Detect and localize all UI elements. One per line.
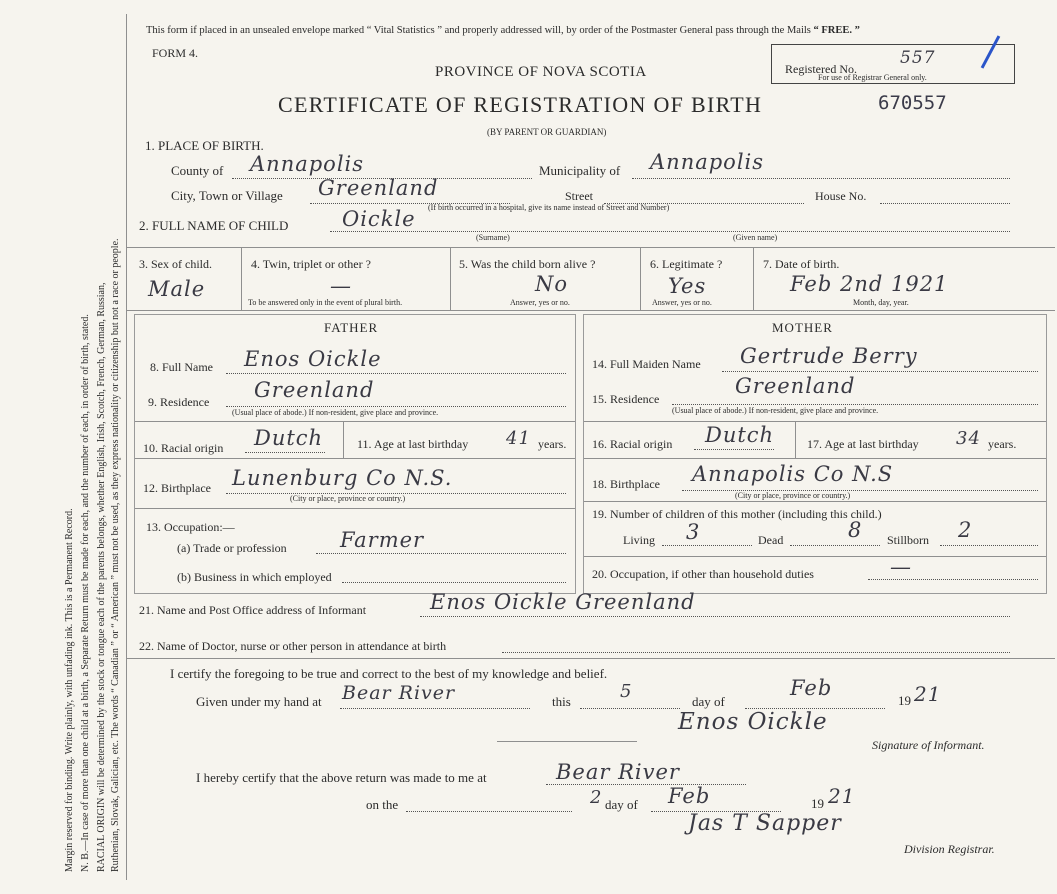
registered-number: 557 [900,48,936,68]
certify-year: 21 [914,682,942,706]
date-value: Feb 2nd 1921 [790,272,949,296]
doctor-line [502,652,1010,653]
street-note: (If birth occurred in a hospital, give its name instead of Street and Number) [428,203,670,212]
father-birthplace: Lunenburg Co N.S. [232,466,453,490]
mother-name-line [722,371,1038,372]
father-res-line [226,406,566,407]
this-label: this [552,694,571,709]
registrar-day-line [406,811,572,812]
certificate-subtitle: (BY PARENT OR GUARDIAN) [487,127,607,137]
free-label: “ FREE. ” [813,25,860,36]
place-of-birth-heading: 1. PLACE OF BIRTH. [145,138,264,153]
side-note-racial-2: Ruthenian, Slovak, Galician, etc. The words “ Canadian ” or “ American ” must not be used, as they express nationality or citizenship but not a race or people. [110,238,121,872]
child-name-line [330,231,1010,232]
side-note-racial: RACIAL ORIGIN will be determined by the stock or tongue each of the parents belongs, whether English, Irish, Scotch, French, German, Russian, [96,282,107,872]
father-age: 41 [506,428,531,449]
registrar-month: Feb [668,784,711,808]
given-place-line [340,708,530,709]
mother-row19-top [584,501,1046,502]
mother-birthplace: Annapolis Co N.S [692,462,894,486]
father-age-divider [343,422,344,458]
alive-label: 5. Was the child born alive ? [459,257,596,271]
father-trade-line [316,553,566,554]
mother-years: years. [988,437,1017,451]
father-business-label: (b) Business in which employed [177,570,332,584]
twin-label: 4. Twin, triplet or other ? [251,257,371,271]
registrar-day: 2 [590,787,603,808]
side-note-nb: N. B.—In case of more than one child at a birth, a Separate Return must be made for each, and the number of each, in order of birth, stated. [80,314,91,872]
mother-dead-line [790,545,880,546]
municipality-line [632,178,1010,179]
father-row13-top [135,508,575,509]
mother-res-note: (Usual place of abode.) If non-resident, give place and province. [672,406,879,415]
father-res: Greenland [254,378,375,402]
mother-dead: 8 [848,518,863,542]
divider-sex [241,248,242,310]
mother-racial: Dutch [705,423,775,447]
father-years: years. [538,437,567,451]
registered-note: For use of Registrar General only. [818,73,927,82]
mother-name-label: 14. Full Maiden Name [592,357,701,371]
mother-res: Greenland [735,374,856,398]
father-birthplace-note: (City or place, province or country.) [290,494,406,503]
date-note: Month, day, year. [853,298,909,307]
father-row10-top [135,421,575,422]
registrar-place: Bear River [556,760,680,784]
surname-note: (Surname) [476,233,510,242]
father-res-label: 9. Residence [148,395,210,409]
street-label: Street [565,189,593,203]
child-name-label: 2. FULL NAME OF CHILD [139,218,289,233]
registrar-place-line [546,784,746,785]
divider-twin [450,248,451,310]
father-racial-label: 10. Racial origin [143,441,224,455]
certify-month: Feb [790,676,833,700]
divider-row3-top [127,247,1055,248]
mother-racial-line [694,449,774,450]
form-number: FORM 4. [152,46,199,60]
father-trade-label: (a) Trade or profession [177,541,287,555]
informant-sig-label: Signature of Informant. [872,738,985,752]
given-label: Given under my hand at [196,694,322,709]
mother-occupation-label: 20. Occupation, if other than household duties [592,567,814,581]
mother-res-label: 15. Residence [592,392,660,406]
mother-living-label: Living [623,533,655,547]
house-line [880,203,1010,204]
this-day-line [580,708,680,709]
mother-heading: MOTHER [772,320,833,335]
mother-children-label: 19. Number of children of this mother (including this child.) [592,507,882,521]
legit-value: Yes [668,274,707,298]
margin-line [126,14,127,880]
mother-row20-top [584,556,1046,557]
legit-note: Answer, yes or no. [652,298,712,307]
on-the-label: on the [366,797,399,812]
mother-birthplace-label: 18. Birthplace [592,477,660,491]
mother-age: 34 [956,428,981,449]
divider-certify-top [127,658,1055,659]
father-row10-bottom [135,458,575,459]
father-racial-line [245,452,325,453]
city-value: Greenland [318,176,439,200]
registrar-year: 21 [828,784,856,808]
certificate-number: 670557 [878,92,947,114]
alive-note: Answer, yes or no. [510,298,570,307]
registrar-label: Division Registrar. [904,842,995,856]
father-birthplace-label: 12. Birthplace [143,481,211,495]
father-name-label: 8. Full Name [150,360,213,374]
this-day: 5 [620,681,633,702]
registrar-day-of: day of [605,797,638,812]
mother-dead-label: Dead [758,533,784,547]
side-note-margin: Margin reserved for binding. Write plainly, with unfading ink. This is a Permanent Record. [64,508,75,872]
father-age-label: 11. Age at last birthday [357,437,469,451]
certificate-title: CERTIFICATE OF REGISTRATION OF BIRTH [278,92,763,117]
sex-label: 3. Sex of child. [139,257,212,271]
mother-stillborn-line [940,545,1038,546]
mother-age-label: 17. Age at last birthday [807,437,919,451]
informant-signature: Enos Oickle [678,709,828,735]
informant-value: Enos Oickle Greenland [430,590,696,614]
doctor-label: 22. Name of Doctor, nurse or other person in attendance at birth [139,639,447,653]
father-name: Enos Oickle [244,347,382,371]
child-surname: Oickle [342,207,416,231]
given-place: Bear River [342,682,456,704]
twin-value: — [330,274,352,298]
divider-alive [640,248,641,310]
father-business-line [342,582,566,583]
divider-parents-top [127,310,1055,311]
sex-value: Male [148,277,206,301]
informant-line [420,616,1010,617]
twin-note: To be answered only in the event of plural birth. [248,298,403,307]
mother-birthplace-note: (City or place, province or country.) [735,491,851,500]
father-name-line [226,373,566,374]
county-label: County of [171,163,224,178]
mother-age-divider [795,422,796,458]
house-label: House No. [815,189,867,203]
certify-year-prefix: 19 [898,693,911,708]
city-label: City, Town or Village [171,188,283,203]
given-note: (Given name) [733,233,778,242]
mother-occupation-line [868,579,1038,580]
mother-row16-top [584,421,1046,422]
informant-sig-line [497,741,637,742]
father-trade: Farmer [340,528,425,552]
legit-label: 6. Legitimate ? [650,257,723,271]
date-label: 7. Date of birth. [763,257,840,271]
divider-legit [753,248,754,310]
mother-occupation: — [890,555,912,579]
mother-living-line [662,545,752,546]
province-heading: PROVINCE OF NOVA SCOTIA [435,64,647,80]
mother-stillborn: 2 [958,518,973,542]
mother-racial-label: 16. Racial origin [592,437,673,451]
mother-stillborn-label: Stillborn [887,533,930,547]
mother-name: Gertrude Berry [740,344,918,368]
father-occupation-label: 13. Occupation:— [146,520,235,534]
county-value: Annapolis [250,152,365,176]
registrar-year-prefix: 19 [811,796,824,811]
mother-res-line [672,404,1038,405]
postal-notice: This form if placed in an unsealed envelope marked “ Vital Statistics ” and properly addressed will, by order of the Postmaster General pass through the Mails “ FREE. ” [146,25,860,36]
mother-living: 3 [686,520,701,544]
informant-label: 21. Name and Post Office address of Informant [139,603,367,617]
father-res-note: (Usual place of abode.) If non-resident, give place and province. [232,408,439,417]
certify-statement: I certify the foregoing to be true and correct to the best of my knowledge and belief. [170,666,608,681]
registrar-signature: Jas T Sapper [688,811,842,836]
father-racial: Dutch [254,426,324,450]
registered-label: Registered No. [785,62,857,76]
mother-row16-bottom [584,458,1046,459]
certify-day-of: day of [692,694,725,709]
municipality-value: Annapolis [650,150,765,174]
alive-value: No [535,272,569,296]
municipality-label: Municipality of [539,163,621,178]
father-heading: FATHER [324,320,379,335]
registrar-statement: I hereby certify that the above return was made to me at [196,770,487,785]
